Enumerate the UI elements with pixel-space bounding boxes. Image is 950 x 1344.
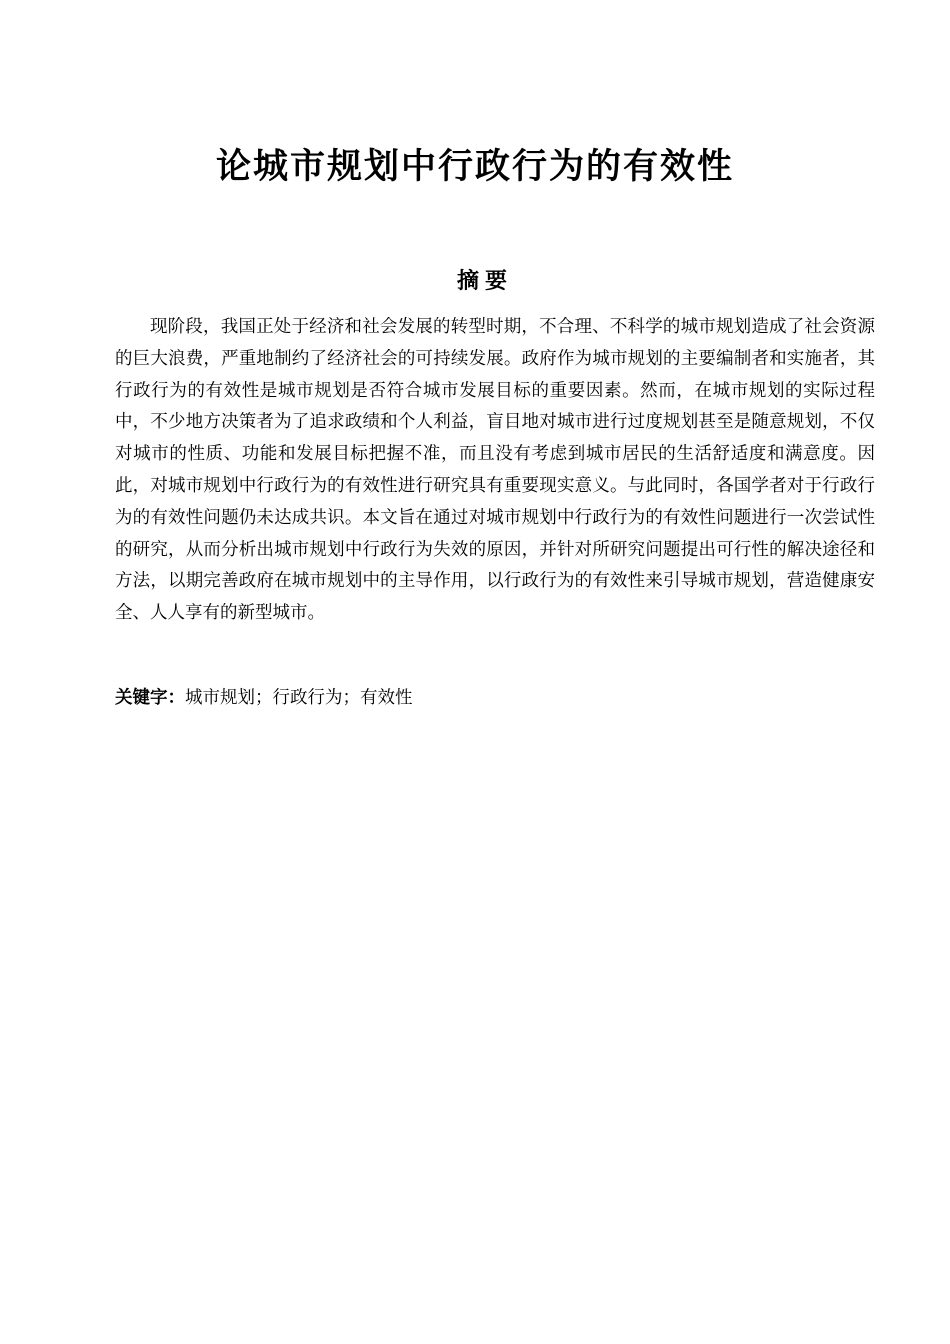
abstract-heading: 摘要 <box>456 269 513 294</box>
abstract-paragraph: 现阶段，我国正处于经济和社会发展的转型时期，不合理、不科学的城市规划造成了社会资源的巨大浪费，严重地制约了经济社会的可持续发展。政府作为城市规划的主要编制者和实施者，其行政行为的有效性是城市规划是否符合城市发展目标的重要因素。然而，在城市规划的实际过程中，不少地方决策者为了追求政绩和个人利益，盲目地对城市进行过度规划甚至是随意规划，不仅对城市的性质、功能和发展目标把握不准，而且没有考虑到城市居民的生活舒适度和满意度。因此，对城市规划中行政行为的有效性进行研究具有重要现实意义。与此同时，各国学者对于行政行为的有效性问题仍未达成共识。本文旨在通过对城市规划中行政行为的有效性问题进行一次尝试性的研究，从而分析出城市规划中行政行为失效的原因，并针对所研究问题提出可行性的解决途径和方法，以期完善政府在城市规划中的主导作用，以行政行为的有效性来引导城市规划，营造健康安全、人人享有的新型城市。 <box>115 317 875 624</box>
keywords-line <box>115 683 875 713</box>
keywords-value: 城市规划；行政行为；有效性 <box>185 688 413 708</box>
document-title: 论城市规划中行政行为的有效性 <box>215 146 734 187</box>
keywords-label: 关键字： <box>115 688 185 708</box>
